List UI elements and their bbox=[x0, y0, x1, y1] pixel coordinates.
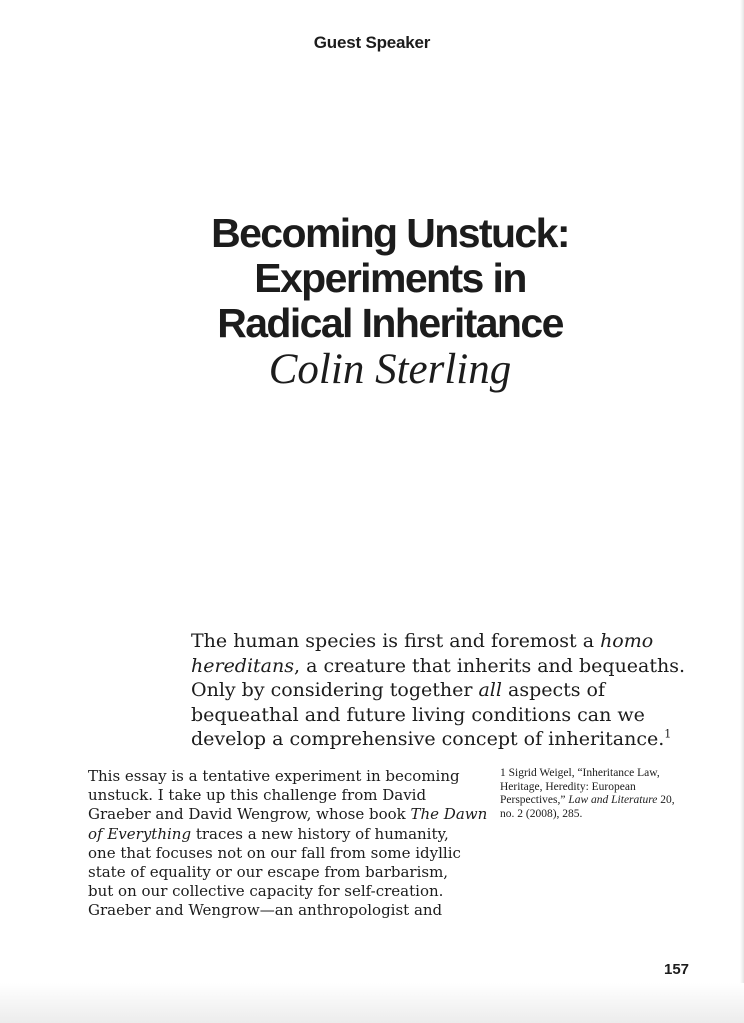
body-line: but on our collective capacity for self-creation. bbox=[88, 882, 444, 901]
epigraph-line: hereditans, a creature that inherits and bequeaths. bbox=[191, 654, 686, 677]
title-line-1: Becoming Unstuck: bbox=[211, 210, 569, 256]
article-title bbox=[0, 211, 744, 346]
epigraph bbox=[191, 629, 711, 752]
page-number: 157 bbox=[664, 961, 690, 978]
author-name: Colin Sterling bbox=[268, 346, 512, 393]
body-line: one that focuses not on our fall from some idyllic bbox=[88, 843, 461, 862]
epigraph-line: The human species is first and foremost a homo bbox=[191, 630, 654, 652]
footnote bbox=[500, 767, 710, 821]
epigraph-line: develop a comprehensive concept of inheritance.$^1$ bbox=[191, 728, 672, 751]
epigraph-line: bequeathal and future living conditions can we bbox=[191, 703, 645, 726]
footnote-line: Perspectives,” Law and Literature 20, bbox=[500, 794, 675, 806]
title-line-2: Experiments in bbox=[254, 255, 526, 301]
epigraph-line: Only by considering together all aspects of bbox=[191, 679, 606, 702]
footnote-line: Heritage, Heredity: European bbox=[500, 780, 636, 793]
body-paragraph bbox=[88, 767, 488, 921]
page-bottom-shadow bbox=[0, 983, 744, 1023]
title-line-3: Radical Inheritance bbox=[217, 300, 563, 346]
section-label: Guest Speaker bbox=[313, 33, 431, 52]
body-line: Graeber and David Wengrow, whose book The Dawn bbox=[88, 805, 488, 824]
footnote-line: no. 2 (2008), 285. bbox=[500, 807, 583, 820]
page-edge-shadow bbox=[740, 0, 744, 1023]
body-line: This essay is a tentative experiment in becoming bbox=[88, 767, 460, 785]
body-line: of Everything traces a new history of humanity, bbox=[88, 824, 449, 843]
footnote-line: 1 Sigrid Weigel, “Inheritance Law, bbox=[500, 767, 660, 779]
body-line: state of equality or our escape from barbarism, bbox=[88, 863, 449, 882]
body-line: unstuck. I take up this challenge from David bbox=[88, 786, 427, 805]
footnote-reference[interactable]: 1 bbox=[664, 728, 672, 742]
body-line: Graeber and Wengrow—an anthropologist and bbox=[88, 901, 443, 920]
